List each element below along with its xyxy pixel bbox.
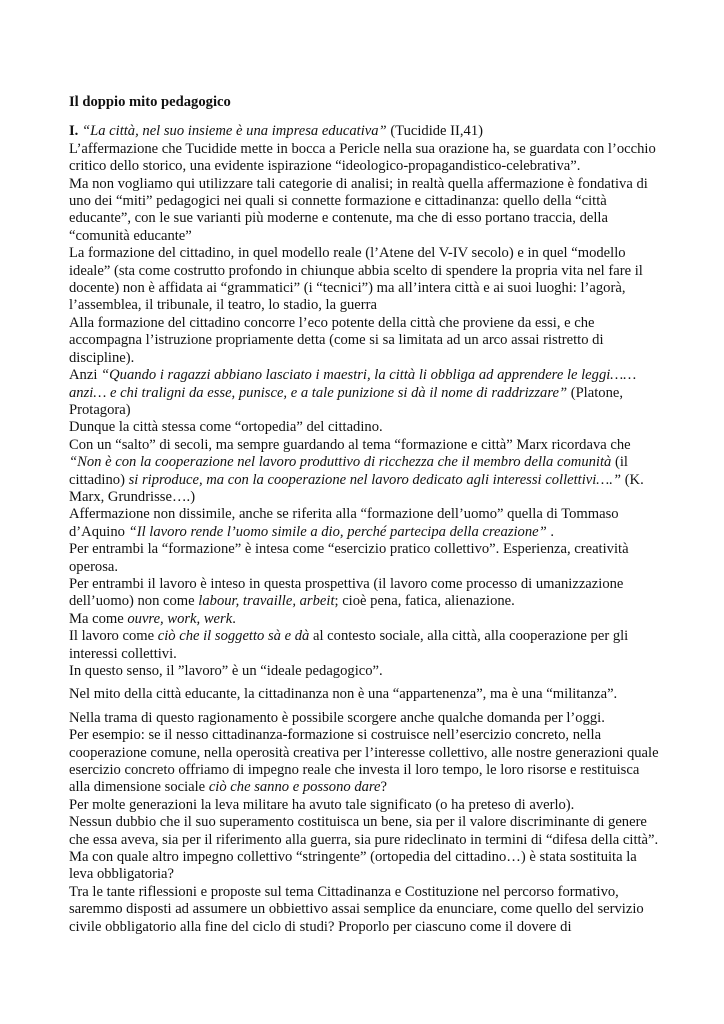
- text-run: ?: [380, 779, 388, 796]
- paragraph: Nessun dubbio che il suo superamento costituisca un bene, sia per il valore discriminante di genere che essa aveva, sia per il riferimento alla guerra, sia pure rideclinato in termini di “difesa della città”.: [69, 814, 659, 848]
- quote-source: (Tucidide II,41): [386, 123, 484, 140]
- text-run: Per esempio: se il nesso cittadinanza-formazione si costruisce nell’esercizio concreto, nella cooperazione comune, nella operosità creativa per l’interesse collettivo, alle nostre generazioni quale esercizio concreto offriamo di impegno reale che investa il loro tempo, le loro risorse e restituisca alla dimensione sociale: [69, 727, 659, 796]
- text-run: Il lavoro come: [69, 628, 158, 645]
- document-page: [69, 94, 659, 936]
- text-run: (il cittadino): [69, 454, 628, 488]
- text-run: Ma come: [69, 610, 128, 627]
- paragraph: [69, 437, 659, 507]
- paragraph: Nella trama di questo ragionamento è possibile scorgere anche qualche domanda per l’oggi.: [69, 709, 605, 726]
- text-run: al contesto sociale, alla città, alla cooperazione per gli interessi collettivi.: [69, 628, 629, 662]
- text-run: Anzi: [69, 367, 102, 384]
- italic-phrase: ciò che il soggetto sà e dà: [157, 628, 310, 645]
- thucydides-quote: “La città, nel suo insieme è una impresa educativa”: [81, 123, 387, 140]
- text-run: Con un “salto” di secoli, ma sempre guardando al tema “formazione e città” Marx ricordava che: [69, 436, 631, 453]
- document-title: Il doppio mito pedagogico: [69, 94, 231, 110]
- paragraph: Nel mito della città educante, la cittadinanza non è una “appartenenza”, ma è una “militanza”.: [69, 686, 618, 703]
- text-run: .: [546, 523, 555, 540]
- text-run: .: [232, 610, 236, 627]
- quote-source: (Platone, Protagora): [69, 384, 623, 418]
- paragraph: Per entrambi la “formazione” è intesa come “esercizio pratico collettivo”. Esperienza, creatività operosa.: [69, 541, 629, 575]
- text-run: ; cioè pena, fatica, alienazione.: [334, 593, 515, 610]
- paragraph: Alla formazione del cittadino concorre l’eco potente della città che proviene da essi, e che accompagna l’istruzione propriamente detta (come si sa limitata ad un arco assai ristretto di discipline).: [69, 314, 604, 366]
- text-run: Per entrambi il lavoro è inteso in questa prospettiva (il lavoro come processo di umanizzazione dell’uomo) non come: [69, 575, 624, 610]
- marx-quote-part1: “Non è con la cooperazione nel lavoro produttivo di ricchezza che il membro della comunità: [69, 454, 612, 471]
- plato-quote: “Quando i ragazzi abbiano lasciato i maestri, la città li obbliga ad apprendere le leggi…… anzi… e chi traligni da esse, punisce, e a tale punizione si dà il nome di raddrizzare”: [69, 367, 637, 401]
- section-one-heading: [69, 123, 659, 140]
- paragraph: Tra le tante riflessioni e proposte sul tema Cittadinanza e Costituzione nel percorso formativo, saremmo disposti ad assumere un obbiettivo assai semplice da enunciare, come quello del servizio civile obbligatorio alla fine del ciclo di studi? Proporlo per ciascuno come il dovere di: [69, 883, 644, 935]
- text-run: Affermazione non dissimile, anche se riferita alla “formazione dell’uomo” quella di Tommaso d’Aquino: [69, 506, 619, 540]
- paragraph: [69, 576, 659, 611]
- marx-quote-part2: si riproduce, ma con la cooperazione nel lavoro dedicato agli interessi collettivi….”: [128, 471, 622, 488]
- italic-terms: labour, travaille, arbeit: [198, 593, 335, 610]
- section-number: I.: [69, 123, 79, 140]
- paragraph: [69, 727, 659, 797]
- quote-source: (K. Marx, Grundrisse….): [69, 471, 644, 505]
- paragraph: In questo senso, il ”lavoro” è un “ideale pedagogico”.: [69, 663, 383, 679]
- italic-terms: ouvre, work, werk: [127, 610, 233, 627]
- paragraph: [69, 628, 659, 663]
- paragraph: [69, 367, 659, 419]
- paragraph: L’affermazione che Tucidide mette in bocca a Pericle nella sua orazione ha, se guardata con l’occhio critico dello storico, una evidente ispirazione “ideologico-propagandistico-celebrativa”.: [69, 140, 656, 175]
- paragraph: Per molte generazioni la leva militare ha avuto tale significato (o ha preteso di averlo).: [69, 796, 575, 813]
- aquinas-quote: “Il lavoro rende l’uomo simile a dio, perché partecipa della creazione”: [128, 523, 547, 540]
- paragraph: Ma con quale altro impegno collettivo “stringente” (ortopedia del cittadino…) è stata sostituita la leva obbligatoria?: [69, 849, 637, 883]
- paragraph: Dunque la città stessa come “ortopedia” del cittadino.: [69, 419, 383, 436]
- paragraph: Ma non vogliamo qui utilizzare tali categorie di analisi; in realtà quella affermazione è fondativa di uno dei “miti” pedagogici nei quali si connette formazione e cittadinanza: quello della “città educante”, con le sue varianti più moderne e contenute, ma che di esso portano traccia, della “comunità educante”: [69, 175, 648, 244]
- italic-phrase: ciò che sanno e possono dare: [208, 779, 381, 796]
- paragraph: [69, 611, 659, 628]
- paragraph: La formazione del cittadino, in quel modello reale (l’Atene del V-IV secolo) e in quel “modello ideale” (sta come costrutto profondo in chiunque abbia scelto di spendere la propria vita nel fare il docente) non è affidata ai “grammatici” (i “tecnici”) ma all’intera città e ai suoi luoghi: l’agorà, l’assemblea, il tribunale, il teatro, lo stadio, la guerra: [69, 245, 643, 314]
- paragraph: [69, 506, 659, 541]
